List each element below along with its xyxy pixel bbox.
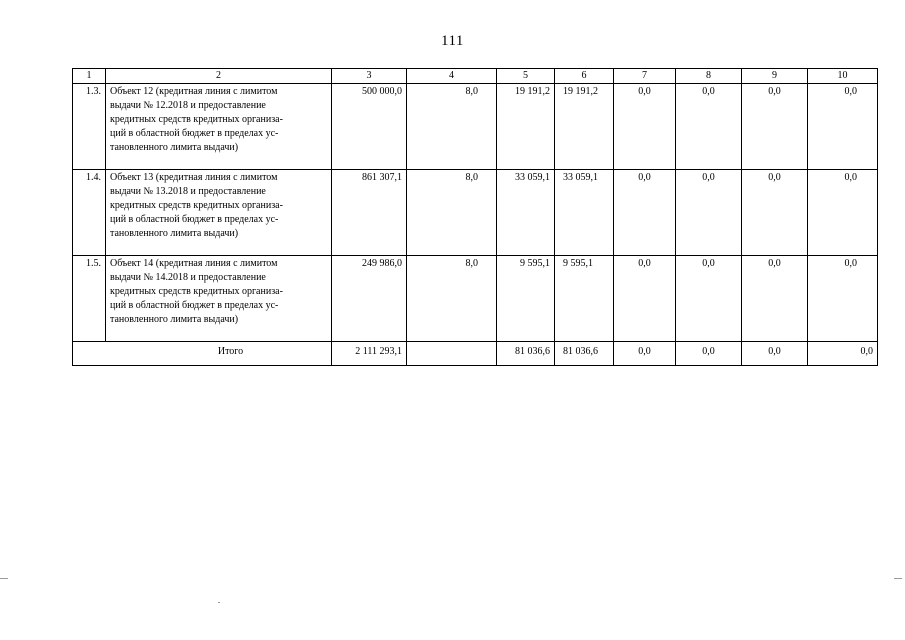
value-cell-5: 9 595,1	[497, 256, 555, 342]
description-line: тановленного лимита выдачи)	[110, 314, 239, 325]
column-header: 7	[614, 69, 676, 84]
column-header: 2	[106, 69, 332, 84]
description-line: ций в областной бюджет в пределах ус-	[110, 214, 279, 225]
value-cell-9: 0,0	[742, 84, 808, 170]
total-value-5: 81 036,6	[497, 342, 555, 366]
description-line: тановленного лимита выдачи)	[110, 228, 239, 239]
value-cell-10: 0,0	[808, 256, 878, 342]
description-line: Объект 14 (кредитная линия с лимитом	[110, 258, 278, 269]
value-cell-8: 0,0	[676, 170, 742, 256]
table-row	[73, 256, 878, 342]
object-description	[106, 170, 332, 256]
description-line: тановленного лимита выдачи)	[110, 142, 239, 153]
value-cell-9: 0,0	[742, 256, 808, 342]
row-number: 1.5.	[73, 256, 106, 342]
column-header: 6	[555, 69, 614, 84]
row-number: 1.3.	[73, 84, 106, 170]
total-row	[73, 342, 878, 366]
scan-mark-right	[894, 578, 902, 579]
total-value-7: 0,0	[614, 342, 676, 366]
total-value-6: 81 036,6	[555, 342, 614, 366]
value-cell-10: 0,0	[808, 84, 878, 170]
description-line: выдачи № 14.2018 и предоставление	[110, 272, 266, 283]
value-cell-8: 0,0	[676, 256, 742, 342]
table-header-row	[73, 69, 878, 84]
column-header: 10	[808, 69, 878, 84]
rate-cell: 8,0	[407, 170, 497, 256]
value-cell-10: 0,0	[808, 170, 878, 256]
column-header: 3	[332, 69, 407, 84]
scan-dot	[218, 602, 220, 603]
value-cell-7: 0,0	[614, 256, 676, 342]
description-line: кредитных средств кредитных организа-	[110, 200, 283, 211]
scan-mark-left	[0, 578, 8, 579]
description-line: выдачи № 13.2018 и предоставление	[110, 186, 266, 197]
table-row	[73, 84, 878, 170]
total-label: Итого	[73, 342, 332, 366]
total-value-8: 0,0	[676, 342, 742, 366]
value-cell-5: 19 191,2	[497, 84, 555, 170]
description-line: кредитных средств кредитных организа-	[110, 114, 283, 125]
description-line: Объект 12 (кредитная линия с лимитом	[110, 86, 278, 97]
rate-cell: 8,0	[407, 256, 497, 342]
column-header: 5	[497, 69, 555, 84]
page-number: 111	[441, 33, 464, 49]
total-credit-limit: 2 111 293,1	[332, 342, 407, 366]
total-value-9: 0,0	[742, 342, 808, 366]
total-rate	[407, 342, 497, 366]
object-description	[106, 256, 332, 342]
column-header: 1	[73, 69, 106, 84]
column-header: 8	[676, 69, 742, 84]
value-cell-9: 0,0	[742, 170, 808, 256]
description-line: кредитных средств кредитных организа-	[110, 286, 283, 297]
budget-table	[72, 68, 878, 366]
value-cell-7: 0,0	[614, 170, 676, 256]
column-header: 9	[742, 69, 808, 84]
object-description	[106, 84, 332, 170]
credit-limit-cell: 500 000,0	[332, 84, 407, 170]
value-cell-8: 0,0	[676, 84, 742, 170]
value-cell-6: 19 191,2	[555, 84, 614, 170]
row-number: 1.4.	[73, 170, 106, 256]
value-cell-7: 0,0	[614, 84, 676, 170]
description-line: Объект 13 (кредитная линия с лимитом	[110, 172, 278, 183]
credit-limit-cell: 861 307,1	[332, 170, 407, 256]
total-value-10: 0,0	[808, 342, 878, 366]
rate-cell: 8,0	[407, 84, 497, 170]
credit-limit-cell: 249 986,0	[332, 256, 407, 342]
description-line: ций в областной бюджет в пределах ус-	[110, 128, 279, 139]
value-cell-6: 33 059,1	[555, 170, 614, 256]
value-cell-5: 33 059,1	[497, 170, 555, 256]
table-row	[73, 170, 878, 256]
description-line: выдачи № 12.2018 и предоставление	[110, 100, 266, 111]
description-line: ций в областной бюджет в пределах ус-	[110, 300, 279, 311]
column-header: 4	[407, 69, 497, 84]
value-cell-6: 9 595,1	[555, 256, 614, 342]
